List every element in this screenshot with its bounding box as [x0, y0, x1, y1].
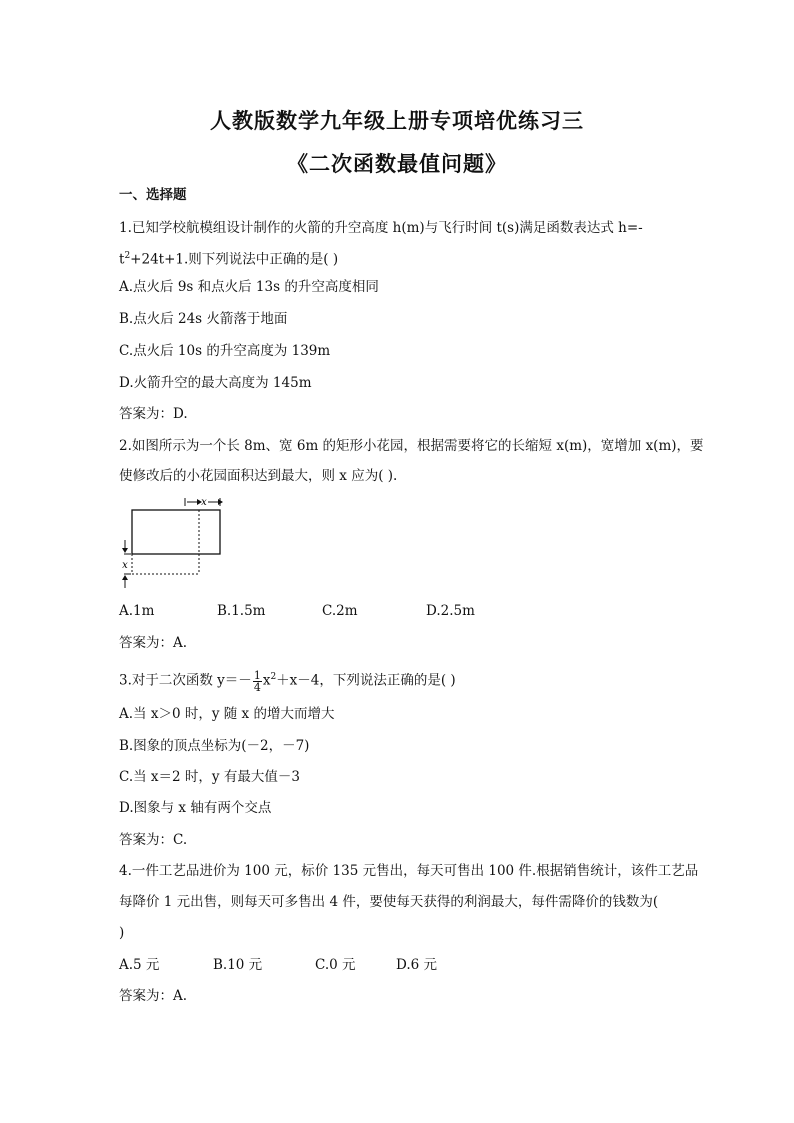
- q4-stem-line3: ): [119, 925, 125, 941]
- q1-stem-line1: 1.已知学校航模组设计制作的火箭的升空高度 h(m)与飞行时间 t(s)满足函数表达式 h=-: [119, 220, 643, 236]
- q2-option-b: B.1.5m: [217, 603, 266, 619]
- q3-x: x: [262, 672, 271, 689]
- q3-fraction: [253, 670, 262, 693]
- q4-answer: 答案为：A.: [119, 988, 188, 1004]
- q3-option-b: B.图象的顶点坐标为(－2，－7): [119, 738, 310, 754]
- q4-stem-line2: 每降价 1 元出售，则每天可多售出 4 件，要使每天获得的利润最大，每件需降价的钱数为(: [119, 894, 659, 910]
- q3-option-a: A.当 x＞0 时，y 随 x 的增大而增大: [119, 706, 335, 722]
- q1-option-d: D.火箭升空的最大高度为 145m: [119, 375, 312, 391]
- q2-rectangle-figure: [115, 492, 230, 592]
- q1-stem-line2: [119, 247, 338, 269]
- q2-figure-label-top: x: [201, 497, 207, 508]
- q3-frac-den: 4: [253, 680, 261, 694]
- q3-frac-num: 1: [253, 668, 261, 682]
- q3-option-c: C.当 x＝2 时，y 有最大值－3: [119, 769, 300, 785]
- section-heading: 一、选择题: [119, 187, 187, 203]
- q2-option-d: D.2.5m: [426, 603, 475, 619]
- q3-stem-pre: 3.对于二次函数 y＝－: [119, 672, 252, 689]
- q4-option-b: B.10 元: [213, 957, 263, 973]
- q3-stem-post: ＋x－4，下列说法正确的是( ): [276, 672, 456, 689]
- q4-option-d: D.6 元: [396, 957, 438, 973]
- q1-stem-rest: +24t+1.则下列说法中正确的是( ): [130, 251, 339, 268]
- q1-option-b: B.点火后 24s 火箭落于地面: [119, 311, 288, 327]
- q1-exponent: 2: [124, 251, 131, 261]
- q2-stem-line1: 2.如图所示为一个长 8m、宽 6m 的矩形小花园，根据需要将它的长缩短 x(m)，宽增加 x(m)，要: [119, 438, 704, 454]
- q2-stem-line2: 使修改后的小花园面积达到最大，则 x 应为( ).: [119, 468, 398, 484]
- q2-option-a: A.1m: [119, 603, 155, 619]
- document-subtitle: 《二次函数最值问题》: [287, 151, 507, 176]
- q3-stem: [119, 668, 456, 693]
- q3-option-d: D.图象与 x 轴有两个交点: [119, 800, 272, 816]
- q4-option-c: C.0 元: [315, 957, 356, 973]
- q2-answer: 答案为：A.: [119, 635, 188, 651]
- q1-option-c: C.点火后 10s 的升空高度为 139m: [119, 343, 331, 359]
- q3-exponent: 2: [270, 672, 277, 682]
- q1-option-a: A.点火后 9s 和点火后 13s 的升空高度相同: [119, 279, 379, 295]
- q1-answer: 答案为：D.: [119, 406, 188, 422]
- q2-figure-label-left: x: [122, 560, 128, 571]
- q4-stem-line1: 4.一件工艺品进价为 100 元，标价 135 元售出，每天可售出 100 件.根据销售统计，该件工艺品: [119, 863, 699, 879]
- q2-option-c: C.2m: [322, 603, 358, 619]
- q3-answer: 答案为：C.: [119, 832, 188, 848]
- q4-option-a: A.5 元: [119, 957, 160, 973]
- document-title: 人教版数学九年级上册专项培优练习三: [210, 108, 584, 133]
- q1-t: t: [119, 251, 125, 268]
